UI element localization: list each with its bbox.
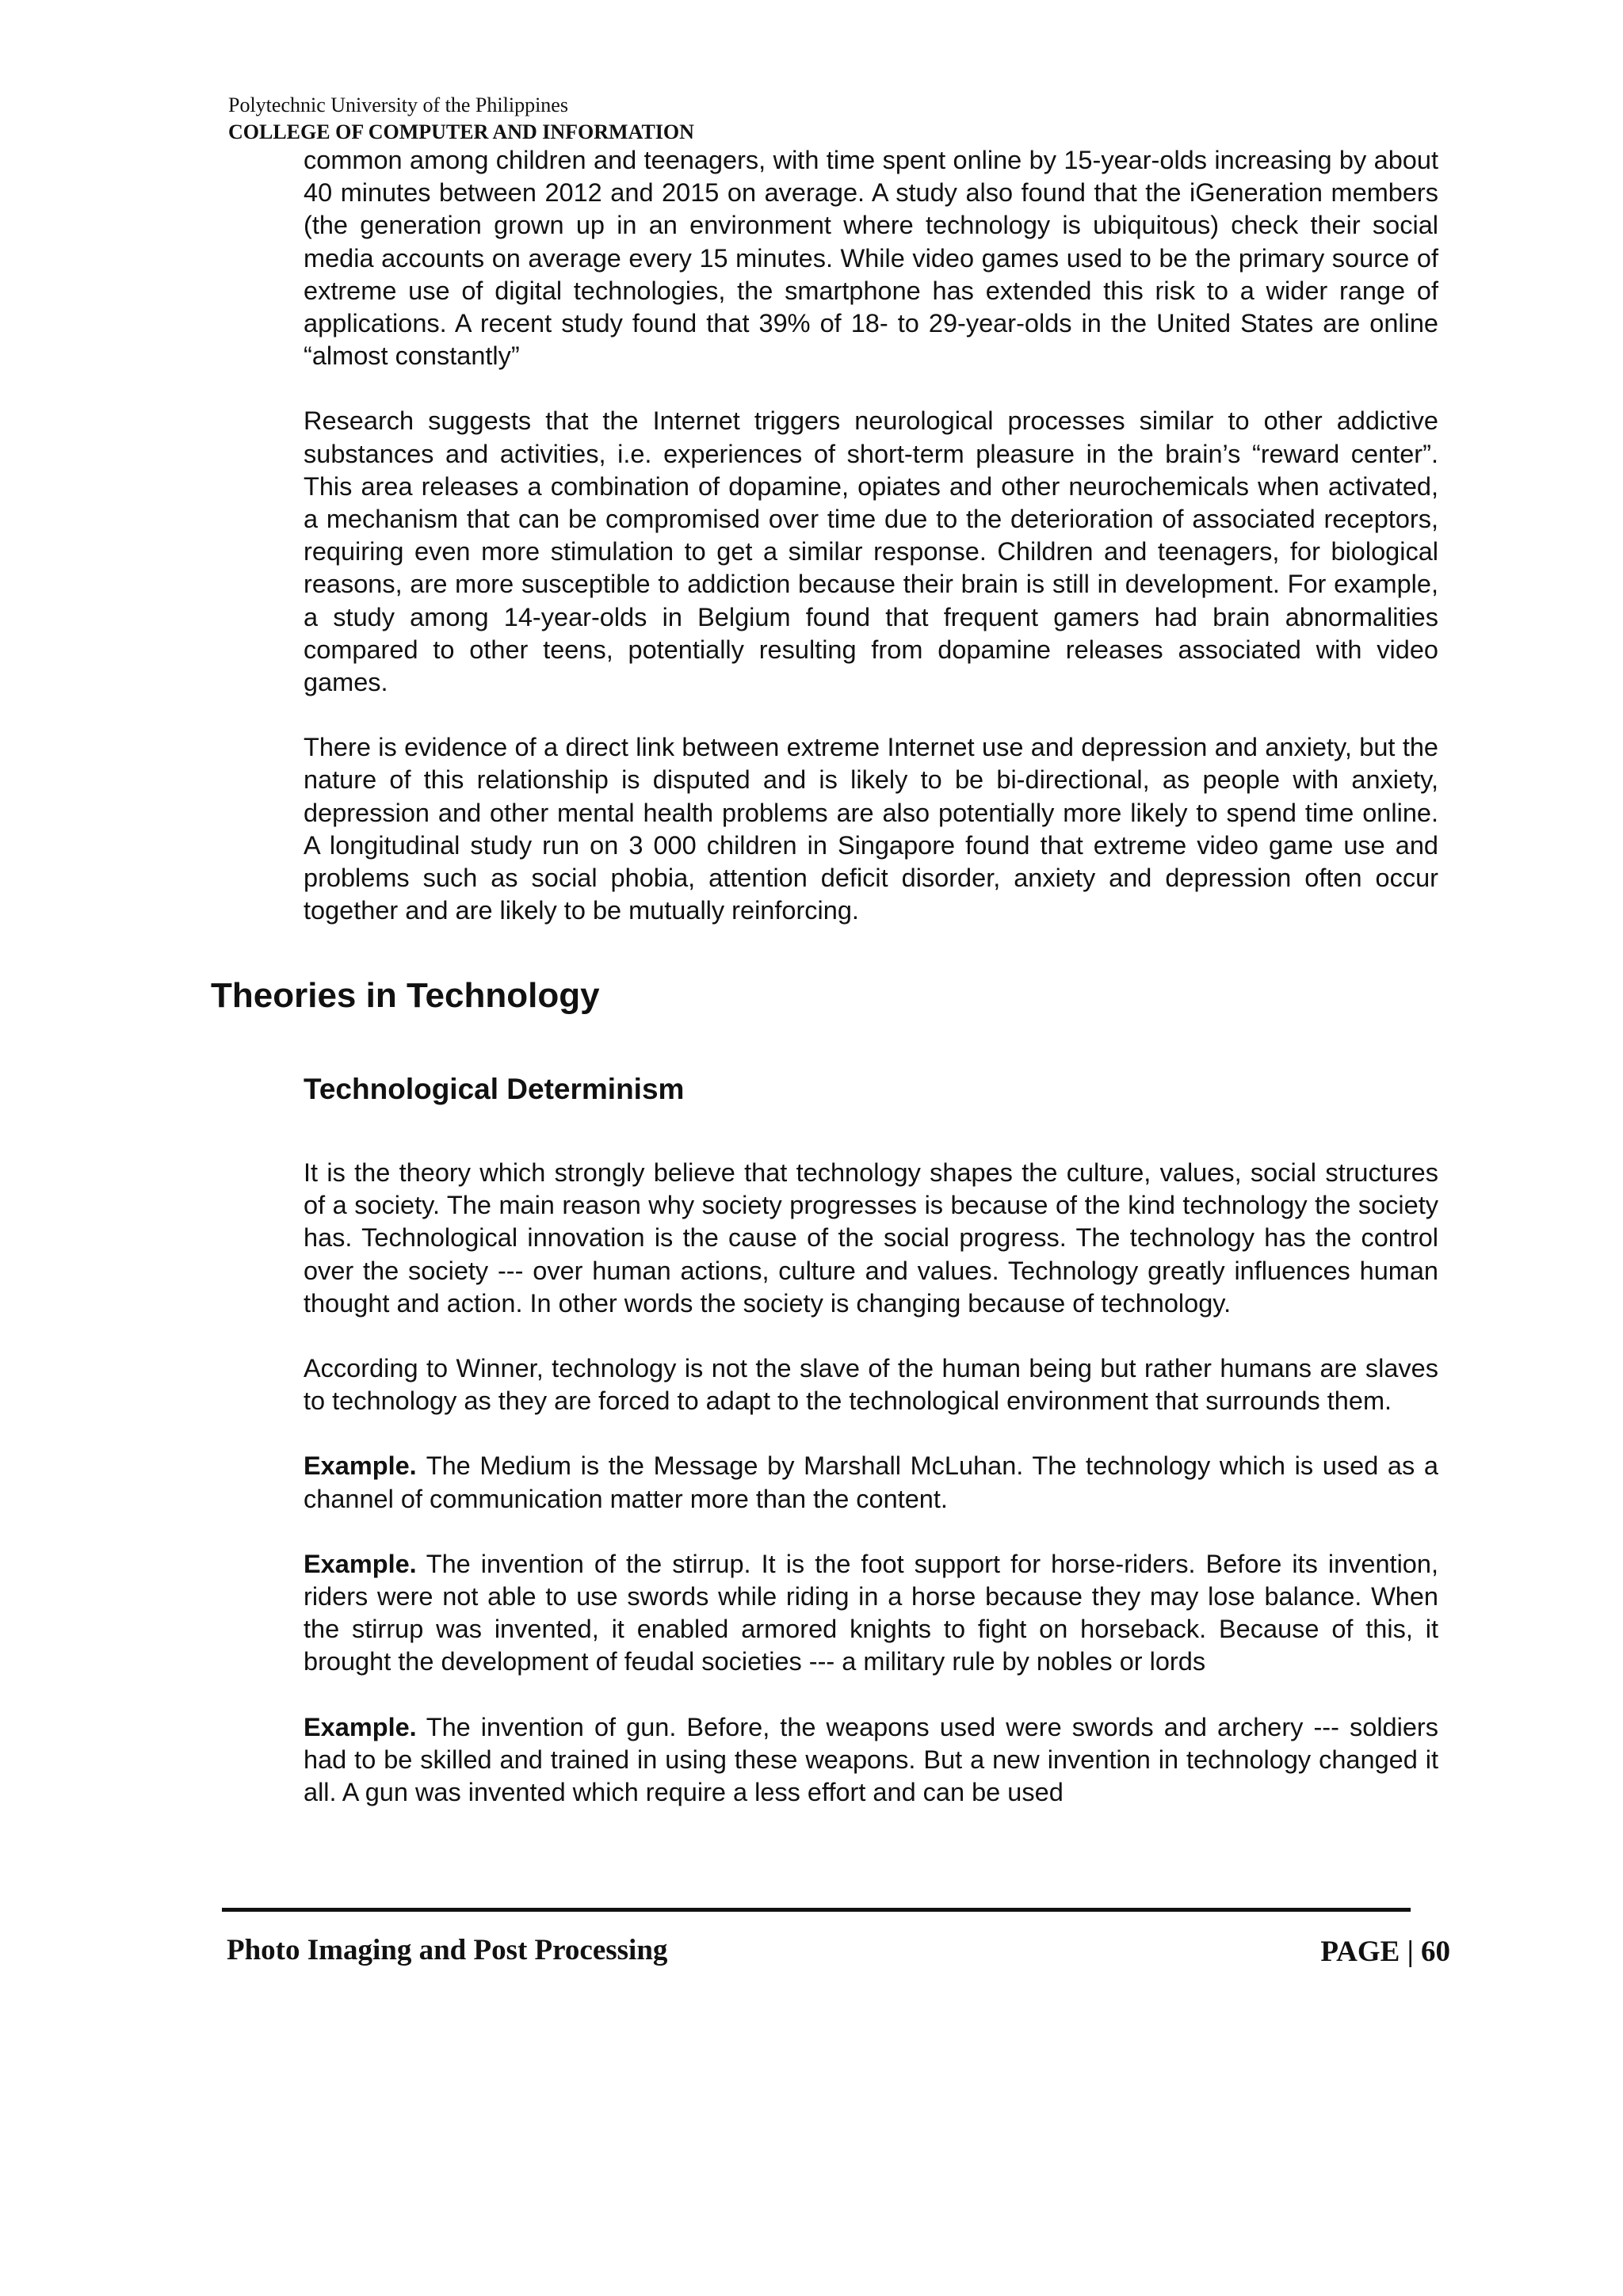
example-label: Example.: [304, 1549, 417, 1578]
example-text: The invention of gun. Before, the weapons used were swords and archery --- soldiers had to be skilled and trained in using these weapons. But a new invention in technology changed it all. A gun was invented which require a less effort and can be used: [304, 1712, 1438, 1807]
body-paragraph: According to Winner, technology is not the slave of the human being but rather humans are slaves to technology as they are forced to adapt to the technological environment that surrounds them.: [304, 1354, 1438, 1416]
example-text: The Medium is the Message by Marshall McLuhan. The technology which is used as a channel of communication matter more than the content.: [304, 1451, 1438, 1513]
body-paragraph: It is the theory which strongly believe that technology shapes the culture, values, social structures of a society. The main reason why society progresses is because of the kind technology the society has. Technological innovation is the cause of the social progress. The technology has the control over the society --- over human actions, culture and values. Technology greatly influences human thought and action. In other words the society is changing because of technology.: [304, 1158, 1438, 1318]
body-paragraph: There is evidence of a direct link between extreme Internet use and depression and anxiety, but the nature of this relationship is disputed and is likely to be bi-directional, as people with anxiety, depression and other mental health problems are also potentially more likely to spend time online. A longitudinal study run on 3 000 children in Singapore found that extreme video game use and problems such as social phobia, attention deficit disorder, anxiety and depression often occur together and are likely to be mutually reinforcing.: [304, 733, 1438, 925]
example-text: The invention of the stirrup. It is the foot support for horse-riders. Before its invention, riders were not able to use swords while riding in a horse because they may lose balance. When the stirrup was invented, it enabled armored knights to fight on horseback. Because of this, it brought the development of feudal societies --- a military rule by nobles or lords: [304, 1549, 1438, 1676]
body-paragraph: Research suggests that the Internet triggers neurological processes similar to other addictive substances and activities, i.e. experiences of short-term pleasure in the brain’s “reward center”. This area releases a combination of dopamine, opiates and other neurochemicals when activated, a mechanism that can be compromised over time due to the deterioration of associated receptors, requiring even more stimulation to get a similar response. Children and teenagers, for biological reasons, are more susceptible to addiction because their brain is still in development. For example, a study among 14-year-olds in Belgium found that frequent gamers had brain abnormalities compared to other teens, potentially resulting from dopamine releases associated with video games.: [304, 406, 1438, 697]
example-paragraph: [304, 1711, 1438, 1810]
page-number: PAGE | 60: [1320, 1936, 1450, 1968]
body-paragraph: common among children and teenagers, with time spent online by 15-year-olds increasing by about 40 minutes between 2012 and 2015 on average. A study also found that the iGeneration members (the generation grown up in an environment where technology is ubiquitous) check their social media accounts on average every 15 minutes. While video games used to be the primary source of extreme use of digital technologies, the smartphone has extended this risk to a wider range of applications. A recent study found that 39% of 18- to 29-year-olds in the United States are online “almost constantly”: [304, 146, 1438, 371]
intro-body: [304, 144, 1438, 927]
theory-body: [304, 1157, 1438, 1809]
section-heading: Theories in Technology: [211, 976, 600, 1015]
example-paragraph: [304, 1548, 1438, 1679]
footer-course-title: Photo Imaging and Post Processing: [227, 1934, 668, 1966]
example-label: Example.: [304, 1712, 417, 1741]
example-label: Example.: [304, 1451, 417, 1481]
page-header: [228, 92, 694, 146]
university-name: Polytechnic University of the Philippines: [228, 93, 568, 116]
college-name: COLLEGE OF COMPUTER AND INFORMATION: [228, 120, 694, 143]
subsection-heading: Technological Determinism: [304, 1073, 685, 1105]
footer-divider: [222, 1908, 1411, 1912]
example-paragraph: [304, 1450, 1438, 1515]
